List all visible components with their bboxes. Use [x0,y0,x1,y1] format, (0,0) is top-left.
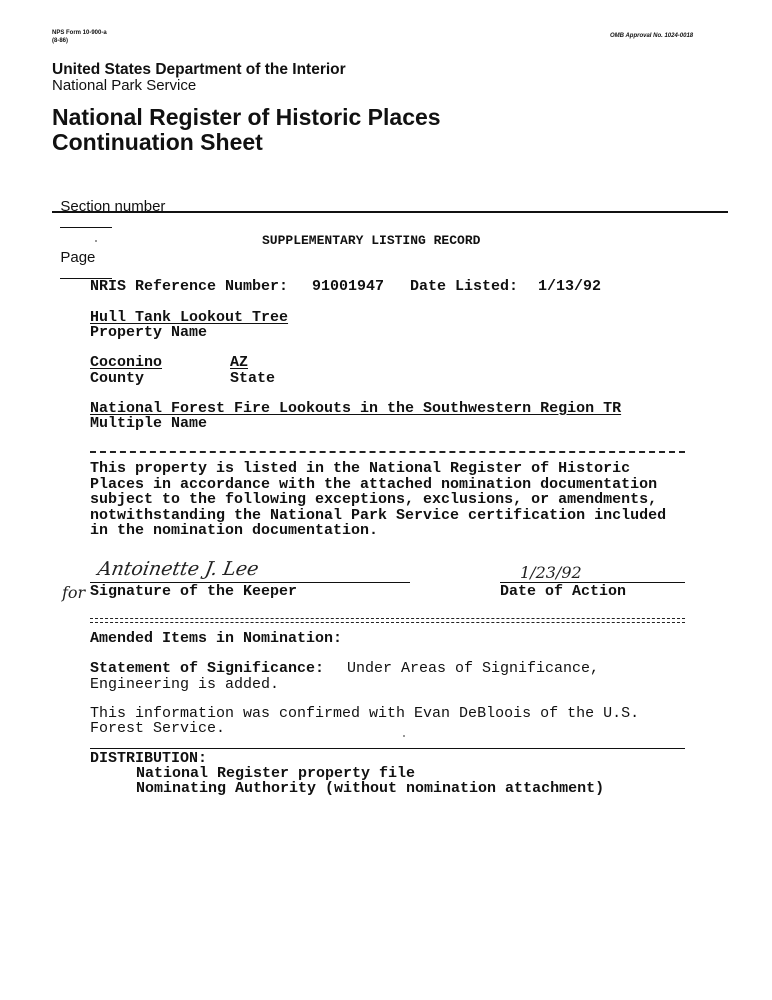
statement-line: This property is listed in the National Register of Historic [90,460,631,477]
page-title: National Register of Historic Places [52,104,441,130]
date-listed-label: Date Listed: [410,278,519,295]
multiple-name-label: Multiple Name [90,415,208,432]
signature-label: Signature of the Keeper [90,583,298,600]
confirmation-text: This information was confirmed with Evan DeBloois of the U.S. [90,705,640,722]
page-label: Page [60,249,96,266]
double-separator [90,618,685,623]
county-label: County [90,370,145,387]
service-name: National Park Service [52,77,197,94]
property-name-value: Hull Tank Lookout Tree [90,309,289,326]
section-number-blank [60,226,112,228]
multiple-name-value: National Forest Fire Lookouts in the Southwestern Region TR [90,400,622,417]
scan-speck [403,735,405,737]
department-name: United States Department of the Interior [52,61,346,78]
amended-heading: Amended Items in Nomination: [90,630,343,647]
form-date: (8-86) [52,38,69,44]
statement-line: in the nomination documentation. [90,522,379,539]
distribution-label: DISTRIBUTION: [90,750,208,767]
action-date-handwritten: 1/23/92 [520,563,582,582]
dashed-separator [90,451,685,453]
section-number-label: Section number [60,198,166,215]
significance-text: Engineering is added. [90,676,280,693]
header-rule [52,211,728,213]
confirmation-text: Forest Service. [90,720,226,737]
distribution-rule [90,748,685,749]
distribution-item: Nominating Authority (without nomination attachment) [136,780,605,797]
omb-approval: OMB Approval No. 1024-0018 [610,33,694,39]
state-label: State [230,370,276,387]
action-date-label: Date of Action [500,583,627,600]
scan-speck [95,240,97,242]
nris-label: NRIS Reference Number: [90,278,289,295]
significance-label: Statement of Significance: [90,660,325,677]
statement-line: notwithstanding the National Park Service certification included [90,506,667,524]
section-page-line [52,181,165,283]
signature-prefix: for [62,583,86,602]
property-name-label: Property Name [90,324,208,341]
nris-value: 91001947 [312,278,385,295]
date-listed-value: 1/13/92 [538,278,602,295]
state-value: AZ [230,354,249,371]
distribution-item: National Register property file [136,765,416,782]
statement-line: subject to the following exceptions, exclusions, or amendments, [90,491,658,508]
page-subtitle: Continuation Sheet [52,129,263,155]
statement-line: Places in accordance with the attached nomination documentation [90,475,658,493]
keeper-signature: Antoinette J. Lee [96,558,261,580]
record-heading: SUPPLEMENTARY LISTING RECORD [262,233,481,248]
county-value: Coconino [90,354,163,371]
significance-text: Under Areas of Significance, [347,660,600,677]
form-number: NPS Form 10-900-a [52,30,107,36]
